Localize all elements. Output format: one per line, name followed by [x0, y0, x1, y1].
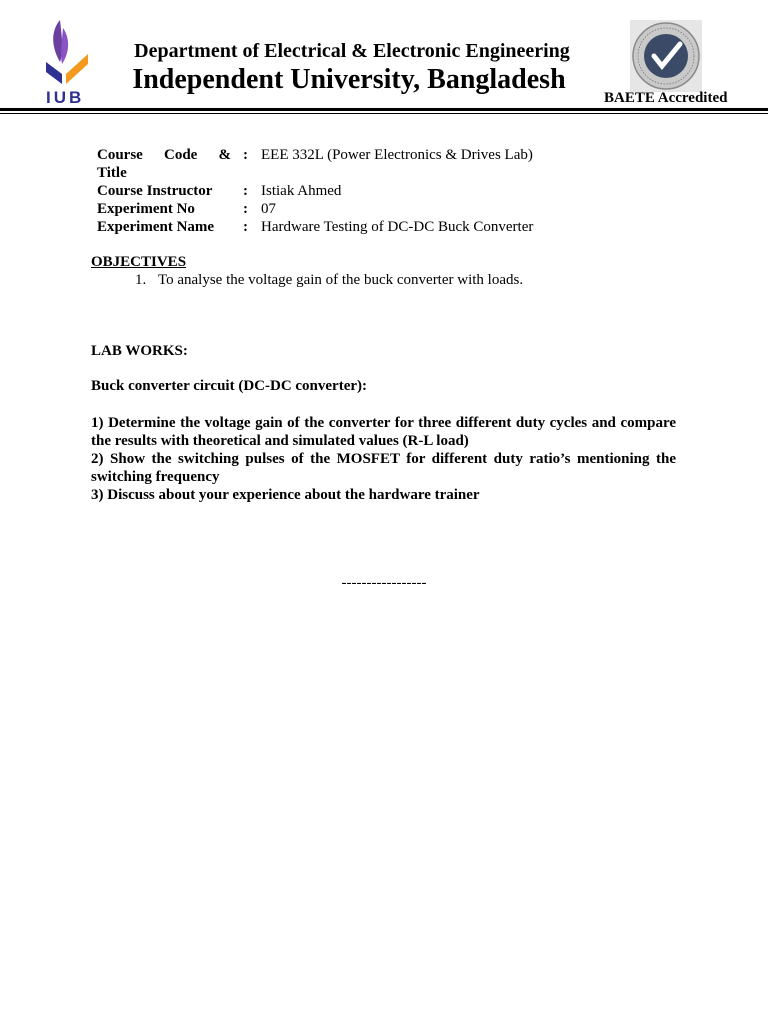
experiment-no-value: 07: [261, 201, 276, 217]
objective-text: To analyse the voltage gain of the buck converter with loads.: [158, 272, 524, 288]
colon: :: [243, 219, 248, 235]
lab-works-subheading: Buck converter circuit (DC-DC converter):: [91, 378, 368, 394]
objectives-heading: OBJECTIVES: [91, 254, 187, 270]
header-divider: [0, 108, 768, 111]
objective-number: 1.: [135, 272, 147, 288]
lab-works-heading: LAB WORKS:: [91, 343, 188, 359]
experiment-name-value: Hardware Testing of DC-DC Buck Converter: [261, 219, 534, 235]
lab-task-list: [91, 414, 676, 504]
iub-logo-text: IUB: [46, 88, 85, 107]
lab-task: 3) Discuss about your experience about the hardware trainer: [91, 487, 480, 503]
end-separator: -----------------: [341, 575, 427, 591]
lab-task: 1) Determine the voltage gain of the converter for three different duty cycles and compare the results with theoretical and simulated values (R-L load): [91, 415, 676, 449]
course-code-value: EEE 332L (Power Electronics & Drives Lab): [261, 147, 533, 163]
accreditation-label: BAETE Accredited: [604, 90, 728, 106]
course-code-label: Course Code &: [97, 147, 231, 163]
baete-seal-icon: [630, 20, 702, 92]
instructor-value: Istiak Ahmed: [261, 183, 342, 199]
colon: :: [243, 183, 248, 199]
objective-item: [135, 272, 523, 289]
experiment-name-label: Experiment Name: [97, 219, 215, 235]
lab-task: 2) Show the switching pulses of the MOSFET for different duty ratio’s mentioning the switching frequency: [91, 451, 676, 485]
department-name: Department of Electrical & Electronic Engineering: [134, 40, 570, 62]
header-divider-thin: [0, 113, 768, 114]
instructor-label: Course Instructor: [97, 183, 213, 199]
course-title-label: Title: [97, 165, 127, 181]
university-name: Independent University, Bangladesh: [132, 64, 566, 95]
colon: :: [243, 147, 248, 163]
experiment-no-label: Experiment No: [97, 201, 195, 217]
colon: :: [243, 201, 248, 217]
